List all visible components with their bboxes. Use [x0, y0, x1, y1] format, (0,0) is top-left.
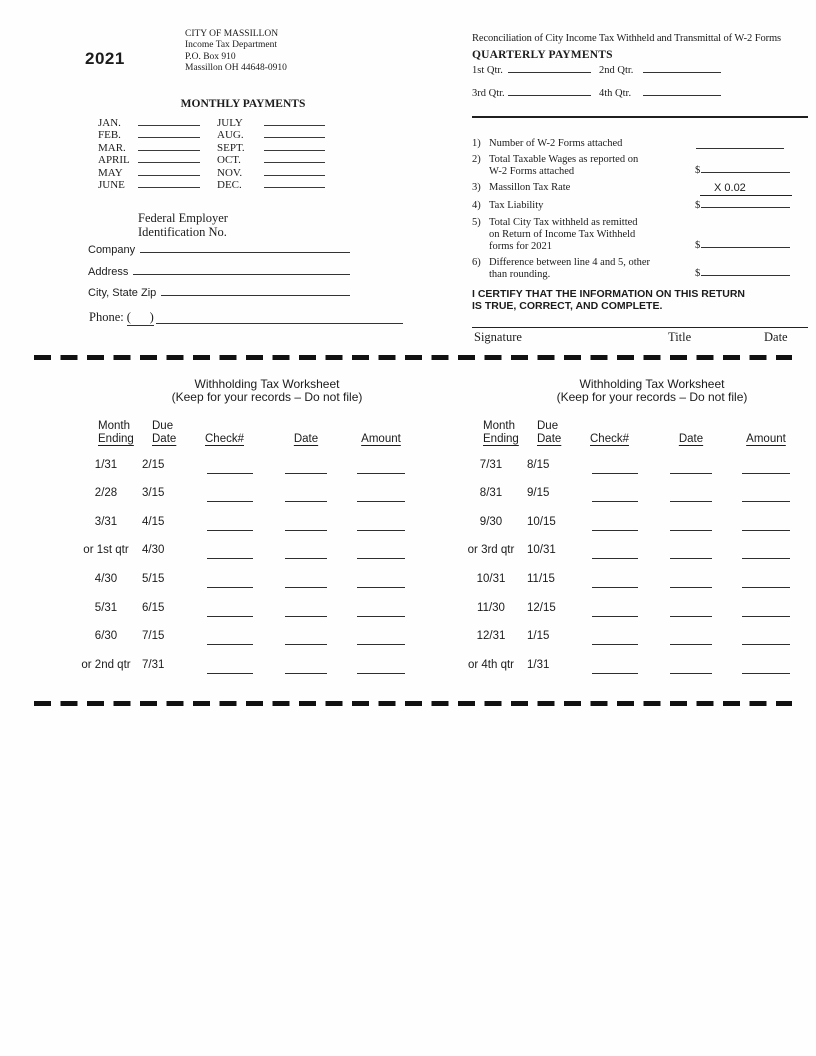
month-ending: 5/31: [94, 601, 118, 614]
date-field[interactable]: [670, 558, 712, 559]
item-text-line: Tax Liability: [489, 200, 544, 211]
item-value: [696, 148, 784, 150]
month-label: SEPT.: [217, 141, 245, 154]
column-header-check-number: Check#: [590, 433, 629, 445]
due-date: 7/15: [142, 630, 165, 643]
month-label: APRIL: [98, 154, 130, 167]
date-field[interactable]: [285, 558, 327, 559]
column-header-amount: Amount: [746, 433, 786, 445]
due-date: 7/31: [142, 658, 165, 671]
fei-label: [138, 211, 228, 239]
month-ending: or 3rd qtr: [467, 544, 515, 557]
column-header-amount: Amount: [361, 433, 401, 445]
date-field[interactable]: [285, 644, 327, 645]
monthly-row: [98, 167, 328, 179]
certification-line2: IS TRUE, CORRECT, AND COMPLETE.: [472, 300, 663, 313]
item-text-line: on Return of Income Tax Withheld: [489, 229, 636, 240]
item-text: [489, 138, 695, 150]
column-header-month-ending: Month Ending: [98, 420, 134, 445]
due-date: 1/15: [527, 630, 550, 643]
amount-field[interactable]: [357, 616, 405, 617]
amount-field[interactable]: [357, 473, 405, 474]
month-ending: or 4th qtr: [467, 658, 515, 671]
amount-field[interactable]: [742, 673, 790, 674]
month-ending: 6/30: [94, 630, 118, 643]
column-header-month-ending: Month Ending: [483, 420, 519, 445]
quarterly-payments-title: QUARTERLY PAYMENTS: [472, 49, 613, 61]
date-field[interactable]: [670, 644, 712, 645]
worksheet-rows: [62, 445, 408, 674]
item-value: [695, 240, 790, 253]
due-date: 6/15: [142, 601, 165, 614]
month-label: NOV.: [217, 166, 243, 179]
month-amount-field[interactable]: [138, 175, 200, 176]
signature-labels: [472, 329, 808, 345]
issuer-address-block: [185, 29, 287, 74]
phone-number-field[interactable]: [156, 323, 403, 324]
item-value: [695, 268, 790, 281]
month-amount-field[interactable]: [264, 175, 325, 176]
month-amount-field[interactable]: [264, 187, 325, 188]
worksheet-row: [62, 645, 408, 674]
date-field[interactable]: [285, 616, 327, 617]
amount-field[interactable]: [742, 644, 790, 645]
amount-field[interactable]: [742, 473, 790, 474]
city-state-zip-label: City, State Zip: [88, 287, 157, 300]
amount-field[interactable]: [742, 530, 790, 531]
dollar-sign: $: [695, 268, 701, 279]
quarter-label: 2nd Qtr.: [599, 65, 634, 76]
worksheet-row: [62, 588, 408, 617]
month-ending: 8/31: [479, 487, 503, 500]
due-date: 12/15: [527, 601, 556, 614]
due-date: 2/15: [142, 458, 165, 471]
worksheet-row: [447, 531, 793, 560]
company-field[interactable]: [140, 252, 350, 253]
w2-count-field[interactable]: [696, 148, 784, 149]
month-ending: 7/31: [479, 458, 503, 471]
date-label: Date: [764, 330, 788, 345]
item-text-line: forms for 2021: [489, 241, 552, 252]
date-field[interactable]: [670, 587, 712, 588]
date-field[interactable]: [285, 530, 327, 531]
column-header-due-date: Due Date: [152, 420, 177, 445]
month-label: AUG.: [217, 129, 244, 142]
month-label: JUNE: [98, 179, 125, 192]
item-text-line: Massillon Tax Rate: [489, 182, 571, 193]
form-year: 2021: [85, 49, 125, 68]
date-field[interactable]: [670, 616, 712, 617]
month-label: FEB.: [98, 129, 121, 142]
month-amount-field[interactable]: [138, 125, 200, 126]
phone-label: Phone:: [89, 310, 124, 324]
worksheet-subtitle: (Keep for your records – Do not file): [556, 390, 748, 404]
item-number: 6): [472, 257, 481, 268]
line-item-2: [472, 154, 808, 178]
date-field[interactable]: [285, 673, 327, 674]
issuer-department: Income Tax Department: [185, 40, 278, 51]
item-text-line: than rounding.: [489, 269, 551, 280]
worksheet-rows: [447, 445, 793, 674]
city-state-zip-field[interactable]: [161, 295, 350, 296]
item-number: 4): [472, 200, 481, 211]
dashed-cut-line: [34, 355, 792, 360]
signature-line[interactable]: [472, 327, 808, 328]
month-amount-field[interactable]: [264, 125, 325, 126]
date-field[interactable]: [285, 587, 327, 588]
quarter-amount-field[interactable]: [643, 72, 721, 73]
month-amount-field[interactable]: [138, 162, 200, 163]
certification-line1: I CERTIFY THAT THE INFORMATION ON THIS RETURN: [472, 288, 745, 300]
withholding-worksheet-second-half: [447, 378, 793, 674]
worksheet-row: [62, 617, 408, 646]
check-number-field[interactable]: [592, 558, 638, 559]
worksheet-heading: [527, 378, 777, 404]
due-date: 11/15: [527, 572, 555, 585]
line-item-6: [472, 257, 808, 281]
quarter-amount-field[interactable]: [508, 72, 591, 73]
monthly-row: [98, 117, 328, 129]
month-amount-field[interactable]: [264, 137, 325, 138]
item-number: 2): [472, 154, 481, 165]
dashed-cut-line: [34, 701, 792, 706]
worksheet-row: [447, 502, 793, 531]
contact-fields: [88, 244, 350, 309]
worksheet-subtitle: (Keep for your records – Do not file): [171, 390, 363, 404]
worksheet-row: [447, 617, 793, 646]
withholding-worksheet-first-half: [62, 378, 408, 674]
worksheet-row: [62, 559, 408, 588]
month-ending: 9/30: [479, 515, 503, 528]
amount-field[interactable]: [357, 558, 405, 559]
worksheet-row: [62, 502, 408, 531]
month-amount-field[interactable]: [138, 187, 200, 188]
due-date: 10/15: [527, 515, 556, 528]
month-label: MAY: [98, 166, 123, 179]
monthly-payments-grid: [98, 117, 328, 192]
item-text-line: Total Taxable Wages as reported on: [489, 154, 639, 165]
dollar-sign: $: [695, 165, 701, 176]
item-value: [695, 165, 790, 178]
item-text-line: Total City Tax withheld as remitted: [489, 217, 638, 228]
phone-row: [89, 310, 403, 329]
monthly-row: [98, 179, 328, 191]
item-text-line: Number of W-2 Forms attached: [489, 138, 623, 149]
quarter-amount-field[interactable]: [643, 95, 721, 96]
quarter-label: 4th Qtr.: [599, 88, 632, 99]
worksheet-column-headers: [447, 420, 793, 445]
worksheet-row: [62, 531, 408, 560]
month-ending: 1/31: [94, 458, 118, 471]
worksheet-heading: [142, 378, 392, 404]
item-number: 1): [472, 138, 481, 149]
amount-field[interactable]: [742, 616, 790, 617]
quarterly-row: [472, 88, 726, 99]
certification-statement: [472, 288, 808, 312]
amount-field[interactable]: [742, 501, 790, 502]
fei-label-line2: Identification No.: [138, 225, 227, 239]
tax-withheld-field[interactable]: [701, 247, 790, 248]
check-number-field[interactable]: [592, 616, 638, 617]
check-number-field[interactable]: [207, 644, 253, 645]
month-label: OCT.: [217, 154, 241, 167]
issuer-city-line: Massillon OH 44648-0910: [185, 62, 287, 73]
worksheet-row: [447, 559, 793, 588]
monthly-row: [98, 142, 328, 154]
item-value: [695, 200, 790, 213]
month-label: MAR.: [98, 141, 126, 154]
company-label: Company: [88, 244, 136, 256]
amount-field[interactable]: [742, 587, 790, 588]
check-number-field[interactable]: [592, 473, 638, 474]
city-state-zip-row: [88, 287, 350, 309]
address-row: [88, 266, 350, 288]
fei-label-line1: Federal Employer: [138, 211, 228, 225]
worksheet-row: [447, 645, 793, 674]
worksheet-row: [447, 445, 793, 474]
date-field[interactable]: [670, 501, 712, 502]
item-text: [489, 182, 695, 194]
due-date: 10/31: [527, 544, 556, 557]
check-number-field[interactable]: [207, 501, 253, 502]
month-amount-field[interactable]: [138, 150, 200, 151]
address-label: Address: [88, 265, 129, 278]
date-field[interactable]: [285, 501, 327, 502]
item-text: [489, 200, 695, 212]
month-ending: or 2nd qtr: [81, 658, 131, 671]
item-text-line: Difference between line 4 and 5, other: [489, 257, 651, 268]
due-date: 4/30: [142, 544, 165, 557]
check-number-field[interactable]: [592, 673, 638, 674]
issuer-po-box: P.O. Box 910: [185, 51, 236, 62]
date-field[interactable]: [670, 530, 712, 531]
phone-area-code-field[interactable]: ( ): [126, 310, 154, 324]
date-field[interactable]: [670, 473, 712, 474]
month-ending: or 1st qtr: [83, 544, 129, 557]
month-ending: 12/31: [476, 630, 506, 643]
worksheet-column-headers: [62, 420, 408, 445]
dollar-sign: $: [695, 240, 701, 251]
amount-field[interactable]: [357, 673, 405, 674]
check-number-field[interactable]: [592, 644, 638, 645]
due-date: 5/15: [142, 572, 165, 585]
worksheet-title: Withholding Tax Worksheet: [579, 377, 725, 391]
worksheet-row: [447, 588, 793, 617]
column-header-date: Date: [293, 433, 319, 445]
quarter-label: 3rd Qtr.: [472, 88, 505, 99]
worksheet-row: [62, 474, 408, 503]
amount-field[interactable]: [357, 644, 405, 645]
month-ending: 2/28: [94, 487, 118, 500]
month-ending: 3/31: [94, 515, 118, 528]
amount-field[interactable]: [357, 501, 405, 502]
title-label: Title: [668, 330, 692, 345]
due-date: 4/15: [142, 515, 165, 528]
monthly-row: [98, 129, 328, 141]
date-field[interactable]: [285, 473, 327, 474]
item-number: 3): [472, 182, 481, 193]
month-label: DEC.: [217, 179, 242, 192]
tax-liability-field[interactable]: [701, 207, 790, 208]
item-number: 5): [472, 217, 481, 228]
due-date: 1/31: [527, 658, 550, 671]
monthly-row: [98, 154, 328, 166]
date-field[interactable]: [670, 673, 712, 674]
amount-field[interactable]: [742, 558, 790, 559]
month-label: JULY: [217, 117, 243, 129]
due-date: 9/15: [527, 487, 550, 500]
worksheet-row: [447, 474, 793, 503]
reconciliation-title: Reconciliation of City Income Tax Withheld and Transmittal of W-2 Forms: [472, 33, 782, 44]
month-ending: 10/31: [476, 572, 506, 585]
month-label: JAN.: [98, 117, 121, 129]
quarter-amount-field[interactable]: [508, 95, 591, 96]
worksheet-row: [62, 445, 408, 474]
taxable-wages-field[interactable]: [701, 172, 790, 173]
check-number-field[interactable]: [207, 673, 253, 674]
line-item-5: [472, 217, 808, 253]
check-number-field[interactable]: [592, 587, 638, 588]
line-item-4: [472, 200, 808, 213]
tax-rate-value: X 0.02: [700, 182, 792, 196]
check-number-field[interactable]: [207, 558, 253, 559]
line-item-1: [472, 138, 808, 150]
check-number-field[interactable]: [207, 587, 253, 588]
check-number-field[interactable]: [592, 501, 638, 502]
month-amount-field[interactable]: [264, 162, 325, 163]
reconciliation-section: [472, 33, 808, 345]
amount-field[interactable]: [357, 530, 405, 531]
check-number-field[interactable]: [207, 530, 253, 531]
column-header-check-number: Check#: [205, 433, 244, 445]
quarterly-row: [472, 65, 726, 76]
check-number-field[interactable]: [207, 473, 253, 474]
check-number-field[interactable]: [592, 530, 638, 531]
month-ending: 11/30: [477, 601, 505, 614]
company-row: [88, 244, 350, 266]
due-date: 3/15: [142, 487, 165, 500]
address-field[interactable]: [133, 274, 350, 275]
issuer-name: CITY OF MASSILLON: [185, 29, 279, 39]
item-text: [489, 257, 695, 281]
item-text: [489, 154, 695, 178]
signature-label: Signature: [474, 330, 522, 345]
item-text: [489, 217, 695, 253]
amount-field[interactable]: [357, 587, 405, 588]
month-ending: 4/30: [94, 572, 118, 585]
line-item-3: [472, 182, 808, 196]
monthly-payments-title: MONTHLY PAYMENTS: [180, 98, 306, 110]
worksheet-title: Withholding Tax Worksheet: [194, 377, 340, 391]
check-number-field[interactable]: [207, 616, 253, 617]
difference-field[interactable]: [701, 275, 790, 276]
section-divider-rule: [472, 116, 808, 118]
month-amount-field[interactable]: [264, 150, 325, 151]
item-text-line: W-2 Forms attached: [489, 166, 575, 177]
month-amount-field[interactable]: [138, 137, 200, 138]
column-header-date: Date: [678, 433, 704, 445]
dollar-sign: $: [695, 200, 701, 211]
due-date: 8/15: [527, 458, 550, 471]
reconciliation-items: [472, 138, 808, 281]
quarter-label: 1st Qtr.: [472, 65, 503, 76]
column-header-due-date: Due Date: [537, 420, 562, 445]
